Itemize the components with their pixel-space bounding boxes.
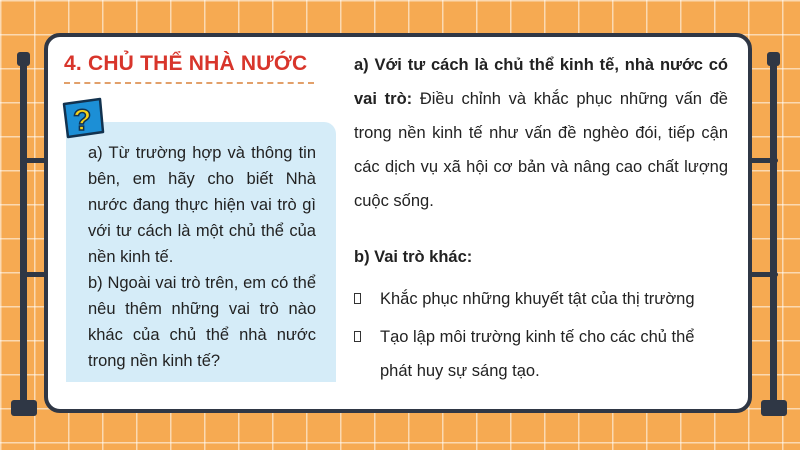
answer-b-heading: b) Vai trò khác: <box>354 248 473 266</box>
stand-bar-right-top <box>748 158 778 163</box>
answer-a <box>354 48 728 218</box>
list-item <box>354 282 728 316</box>
stand-foot-left <box>11 400 37 416</box>
answer-b-list <box>354 282 728 388</box>
answer-a-text: Điều chỉnh và khắc phục những vấn đề trong nền kinh tế như vấn đề nghèo đói, tiếp cận các dịch vụ xã hội cơ bản và nâng cao chất lượng cuộc sống. <box>354 90 728 210</box>
question-text <box>88 140 316 374</box>
stand-foot-right <box>761 400 787 416</box>
list-item-text: Tạo lập môi trường kinh tế cho các chủ thể phát huy sự sáng tạo. <box>380 328 695 380</box>
question-part-a: a) Từ trường hợp và thông tin bên, em hãy cho biết Nhà nước đang thực hiện vai trò gì với tư cách là một chủ thể của nền kinh tế. <box>88 144 316 266</box>
bullet-icon <box>354 293 361 304</box>
answer-column <box>354 48 728 392</box>
title-underline <box>64 82 314 84</box>
stand-bar-right-bottom <box>748 272 778 277</box>
answer-a-lead: a) Với tư cách là chủ thể kinh tế, nhà nước có vai trò: <box>354 56 728 108</box>
stand-pole-right <box>770 62 777 410</box>
svg-text:?: ? <box>73 104 92 137</box>
bullet-icon <box>354 331 361 342</box>
question-mark-icon <box>60 96 106 140</box>
list-item-text: Khắc phục những khuyết tật của thị trường <box>380 290 695 308</box>
list-item <box>354 320 728 388</box>
stand-pole-left <box>20 62 27 410</box>
question-part-b: b) Ngoài vai trò trên, em có thể nêu thêm những vai trò nào khác của chủ thể nhà nước trong nền kinh tế? <box>88 274 316 370</box>
section-title: 4. CHỦ THỂ NHÀ NƯỚC <box>64 52 308 75</box>
